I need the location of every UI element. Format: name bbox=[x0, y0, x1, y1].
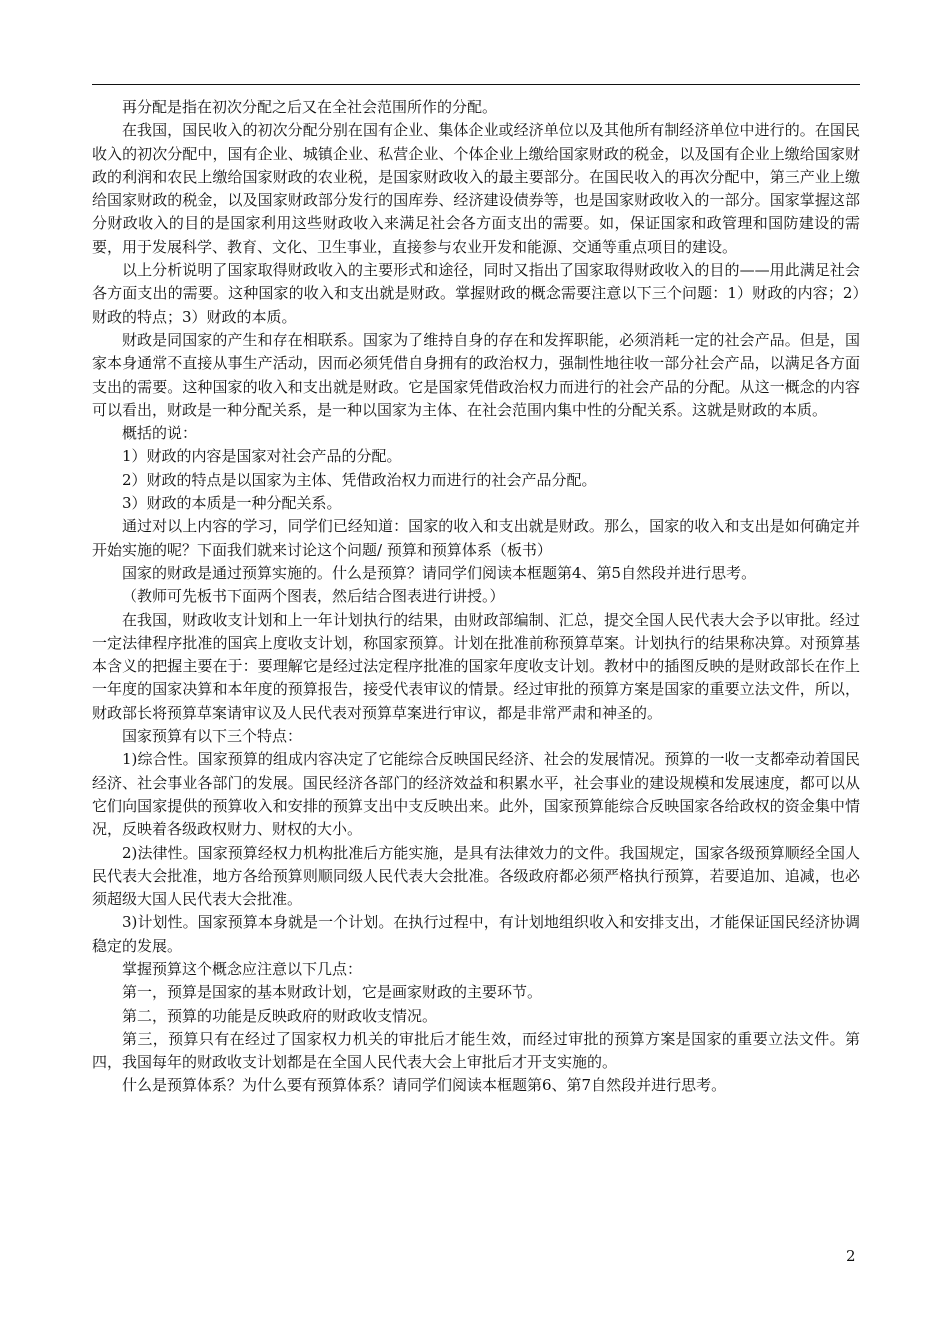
paragraph: 财政是同国家的产生和存在相联系。国家为了维持自身的存在和发挥职能，必须消耗一定的社会产品。但是，国家本身通常不直接从事生产活动，因而必须凭借自身拥有的政治权力，强制性地往收一部分社会产品，以满足各方面支出的需要。这种国家的收入和支出就是财政。它是国家凭借政治权力而进行的社会产品的分配。从这一概念的内容可以看出，财政是一种分配关系，是一种以国家为主体、在社会范围内集中性的分配关系。这就是财政的本质。 bbox=[92, 330, 860, 419]
list-item: 2)法律性。国家预算经权力机构批准后方能实施，是具有法律效力的文件。我国规定，国家各级预算顺经全国人民代表大会批准，地方各给预算则顺同级人民代表大会批准。各级政府都必须严格执行预算，若要追加、追减，也必须超级大国人民代表大会批准。 bbox=[92, 843, 860, 909]
teacher-note: （教师可先板书下面两个图表，然后结合图表进行讲授。） bbox=[122, 587, 505, 606]
paragraph: 在我国，国民收入的初次分配分别在国有企业、集体企业或经济单位以及其他所有制经济单位中进行的。在国民收入的初次分配中，国有企业、城镇企业、私营企业、个体企业上缴给国家财政的税金，以及国有企业上缴给国家财政的利润和农民上缴给国家财政的农业税，是国家财政收入的最主要部分。在国民收入的再次分配中，第三产业上缴给国家财政的税金，以及国家财政部分发行的国库券、经济建设债券等，也是国家财政收入的一部分。国家掌握这部分财政收入的目的是国家利用这些财政收入来满足社会各方面支出的需要。如，保证国家和政管理和国防建设的需要，用于发展科学、教育、文化、卫生事业，直接参与农业开发和能源、交通等重点项目的建设。 bbox=[92, 121, 860, 256]
paragraph: 国家预算有以下三个特点： bbox=[122, 727, 303, 746]
paragraph: 以上分析说明了国家取得财政收入的主要形式和途径，同时又指出了国家取得财政收入的目的——用此满足社会各方面支出的需要。这种国家的收入和支出就是财政。掌握财政的概念需要注意以下三个问题：1）财政的内容；2）财政的特点；3）财政的本质。 bbox=[92, 261, 860, 326]
header-rule bbox=[92, 84, 860, 85]
list-item: 3）财政的本质是一种分配关系。 bbox=[122, 494, 342, 513]
paragraph: 国家的财政是通过预算实施的。什么是预算？请同学们阅读本框题第4、第5自然段并进行思考。 bbox=[122, 563, 757, 582]
paragraph: 再分配是指在初次分配之后又在全社会范围所作的分配。 bbox=[122, 98, 498, 116]
list-item: 1)综合性。国家预算的组成内容决定了它能综合反映国民经济、社会的发展情况。预算的一收一支都牵动着国民经济、社会事业各部门的发展。国民经济各部门的经济效益和积累水平，社会事业的建设规模和发展速度，都可以从它们向国家提供的预算收入和安排的预算支出中支反映出来。此外，国家预算能综合反映国家各给政权的资金集中情况，反映着各级政权财力、财权的大小。 bbox=[92, 750, 860, 839]
list-item: 第二，预算的功能是反映政府的财政收支情况。 bbox=[122, 1006, 438, 1025]
document-body bbox=[92, 96, 860, 1098]
paragraph: 在我国，财政收支计划和上一年计划执行的结果，由财政部编制、汇总，提交全国人民代表大会予以审批。经过一定法律程序批准的国宾上度收支计划，称国家预算。计划在批准前称预算草案。计划执行的结果称决算。对预算基本含义的把握主要在于：要理解它是经过法定程序批准的国家年度收支计划。教材中的插图反映的是财政部长在作上一年度的国家决算和本年度的预算报告，接受代表审议的情景。经过审批的预算方案是国家的重要立法文件，所以，财政部长将预算草案请审议及人民代表对预算草案进行审议，都是非常严肃和神圣的。 bbox=[92, 610, 860, 722]
page-number: 2 bbox=[846, 1247, 856, 1265]
list-item: 3)计划性。国家预算本身就是一个计划。在执行过程中，有计划地组织收入和安排支出，才能保证国民经济协调稳定的发展。 bbox=[92, 913, 860, 955]
list-item: 第三，预算只有在经过了国家权力机关的审批后才能生效，而经过审批的预算方案是国家的重要立法文件。第四，我国每年的财政收支计划都是在全国人民代表大会上审批后才开支实施的。 bbox=[92, 1029, 860, 1072]
paragraph: 掌握预算这个概念应注意以下几点： bbox=[122, 959, 363, 978]
list-item: 1）财政的内容是国家对社会产品的分配。 bbox=[122, 447, 402, 466]
list-item: 第一，预算是国家的基本财政计划，它是画家财政的主要环节。 bbox=[122, 983, 543, 1002]
paragraph: 什么是预算体系？为什么要有预算体系？请同学们阅读本框题第6、第7自然段并进行思考。 bbox=[122, 1076, 727, 1095]
paragraph: 通过对以上内容的学习，同学们已经知道：国家的收入和支出就是财政。那么，国家的收入和支出是如何确定并开始实施的呢？下面我们就来讨论这个问题/ 预算和预算体系（板书） bbox=[92, 517, 860, 559]
paragraph: 概括的说： bbox=[122, 424, 198, 443]
list-item: 2）财政的特点是以国家为主体、凭借政治权力而进行的社会产品分配。 bbox=[122, 470, 597, 489]
